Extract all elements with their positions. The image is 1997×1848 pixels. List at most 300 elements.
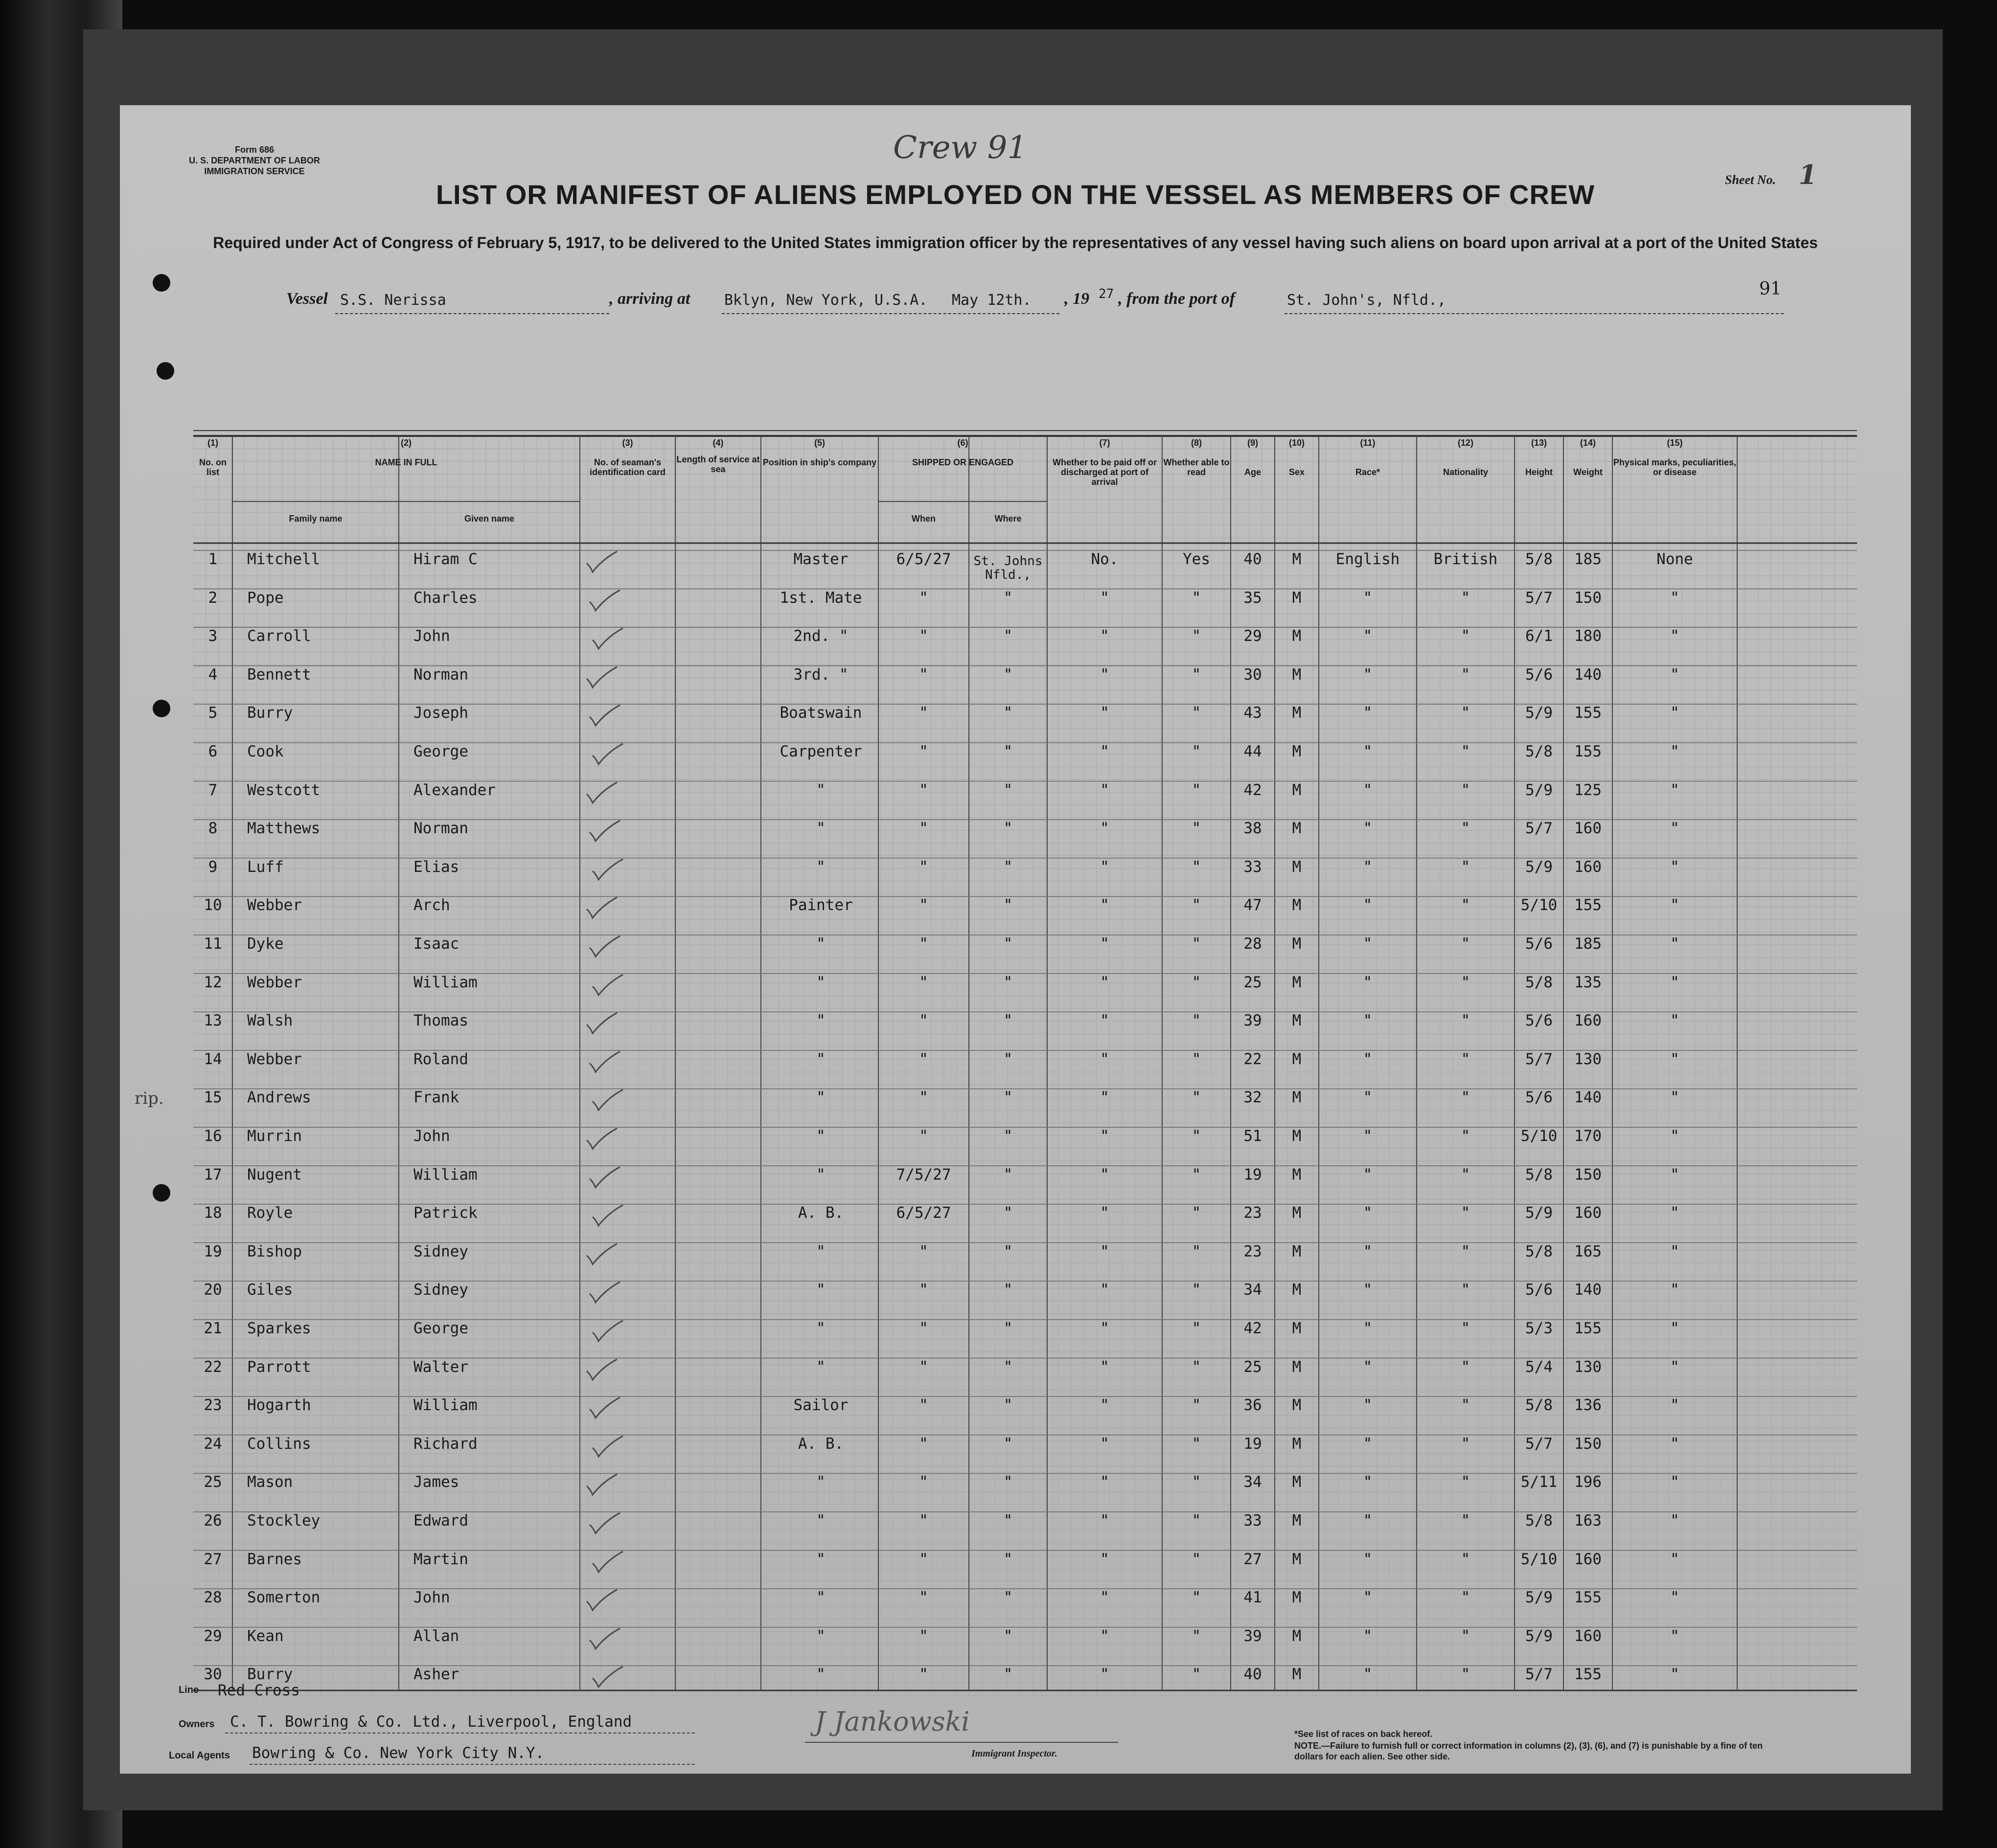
cell-read: " — [1192, 1589, 1201, 1607]
cell-paid: " — [1100, 896, 1109, 914]
table-row — [193, 1665, 1857, 1704]
cell-race: " — [1363, 1396, 1373, 1415]
cell-when: " — [919, 935, 928, 953]
hdr-family: Family name — [289, 514, 343, 524]
cell-no: 3 — [208, 627, 218, 645]
handwritten-crew-note: Crew 91 — [893, 130, 1027, 166]
cell-read: " — [1192, 743, 1201, 760]
checkmark-icon — [585, 1473, 619, 1497]
table-row — [193, 1435, 1857, 1473]
cell-where: " — [1003, 781, 1013, 799]
cell-nationality: " — [1461, 820, 1470, 838]
cell-no: 29 — [204, 1627, 222, 1645]
cell-paid: " — [1100, 820, 1109, 838]
cell-given: Norman — [413, 665, 468, 684]
cell-when: " — [919, 1512, 928, 1529]
checkmark-icon — [588, 1050, 622, 1074]
page-title: LIST OR MANIFEST OF ALIENS EMPLOYED ON THE VESSEL AS MEMBERS OF CREW — [436, 179, 1595, 210]
cell-position: " — [816, 858, 826, 876]
cell-position: " — [816, 1358, 826, 1376]
cell-position: " — [816, 1050, 826, 1068]
cell-where: " — [1003, 1512, 1013, 1529]
checkmark-icon — [585, 1243, 619, 1266]
checkmark-icon — [591, 858, 625, 882]
table-row — [193, 858, 1857, 896]
cell-nationality: " — [1461, 1589, 1470, 1607]
cell-height: 5/9 — [1525, 781, 1553, 799]
cell-read: " — [1192, 1396, 1201, 1415]
cell-paid: " — [1100, 1165, 1109, 1184]
cell-given: Sidney — [413, 1242, 468, 1260]
cell-when: 7/5/27 — [896, 1165, 951, 1184]
cell-when: " — [919, 896, 928, 914]
cell-given: John — [413, 1589, 450, 1607]
table-row — [193, 666, 1857, 704]
cell-family: Cook — [247, 743, 284, 760]
cell-where: " — [1003, 1204, 1013, 1222]
cell-read: " — [1192, 1281, 1201, 1299]
cell-height: 5/6 — [1525, 1012, 1553, 1030]
agents-value: Bowring & Co. New York City N.Y. — [252, 1744, 545, 1762]
cell-read: " — [1192, 1204, 1201, 1222]
cell-sex: M — [1292, 1550, 1302, 1568]
cell-no: 22 — [204, 1358, 222, 1376]
cell-paid: " — [1100, 858, 1109, 876]
cell-where: " — [1003, 627, 1013, 645]
checkmark-icon — [585, 1358, 619, 1382]
cell-marks: " — [1670, 1435, 1679, 1453]
cell-height: 5/8 — [1525, 1512, 1553, 1529]
cell-paid: " — [1100, 1627, 1109, 1645]
cell-where: " — [1003, 1320, 1013, 1337]
cell-height: 5/4 — [1525, 1358, 1553, 1376]
cell-where: " — [1003, 1281, 1013, 1299]
cell-sex: M — [1292, 1050, 1302, 1068]
cell-when: " — [919, 1127, 928, 1145]
cell-paid: " — [1100, 935, 1109, 953]
inspector-signature: J Jankowski — [815, 1706, 970, 1737]
cell-age: 22 — [1243, 1050, 1262, 1068]
cell-read: " — [1192, 1665, 1201, 1684]
cell-no: 5 — [208, 704, 218, 722]
table-row — [193, 1473, 1857, 1511]
cell-race: " — [1363, 1627, 1373, 1645]
cell-position: Carpenter — [780, 743, 862, 760]
cell-sex: M — [1292, 781, 1302, 799]
cell-when: " — [919, 1281, 928, 1299]
cell-read: " — [1192, 1050, 1201, 1068]
table-row — [193, 1358, 1857, 1396]
cell-family: Webber — [247, 896, 302, 914]
cell-sex: M — [1292, 1589, 1302, 1607]
arriving-label: , arriving at — [609, 290, 690, 308]
cell-race: " — [1363, 781, 1373, 799]
cell-family: Bishop — [247, 1242, 302, 1260]
cell-nationality: " — [1461, 935, 1470, 953]
cell-height: 6/1 — [1525, 627, 1553, 645]
cell-race: " — [1363, 858, 1373, 876]
form-number: Form 686 — [234, 145, 275, 155]
cell-when: " — [919, 820, 928, 838]
cell-race: " — [1363, 1320, 1373, 1337]
cell-where: " — [1003, 1589, 1013, 1607]
cell-nationality: " — [1461, 1050, 1470, 1068]
agents-label: Local Agents — [169, 1750, 230, 1761]
cell-weight: 135 — [1574, 973, 1602, 991]
table-row — [193, 1512, 1857, 1550]
hdr-no: (1) No. on list — [199, 438, 227, 477]
cell-given: John — [413, 627, 450, 645]
cell-height: 5/7 — [1525, 820, 1553, 838]
cell-marks: " — [1670, 1281, 1679, 1299]
page-subtitle: Required under Act of Congress of February 5, 1917, to be delivered to the United States immigration officer by the representatives of any vessel having such aliens on board upon arrival at a port of the United States — [213, 234, 1818, 251]
cell-paid: " — [1100, 1050, 1109, 1068]
cell-sex: M — [1292, 935, 1302, 953]
cell-paid: " — [1100, 1204, 1109, 1222]
cell-nationality: " — [1461, 858, 1470, 876]
cell-age: 38 — [1243, 820, 1262, 838]
cell-no: 15 — [204, 1089, 222, 1107]
cell-marks: " — [1670, 1320, 1679, 1337]
cell-paid: " — [1100, 1320, 1109, 1337]
cell-marks: " — [1670, 589, 1679, 607]
cell-no: 16 — [204, 1127, 222, 1145]
sheet-label: Sheet No. — [1725, 173, 1776, 187]
cell-race: " — [1363, 627, 1373, 645]
cell-weight: 150 — [1574, 589, 1602, 607]
cell-family: Somerton — [247, 1589, 321, 1607]
cell-sex: M — [1292, 1512, 1302, 1529]
cell-age: 40 — [1243, 550, 1262, 568]
table-row — [193, 1012, 1857, 1050]
cell-age: 43 — [1243, 704, 1262, 722]
cell-no: 9 — [208, 858, 218, 876]
cell-marks: " — [1670, 858, 1679, 876]
cell-race: " — [1363, 1665, 1373, 1684]
cell-age: 39 — [1243, 1627, 1262, 1645]
checkmark-icon — [585, 1589, 619, 1612]
cell-where: " — [1003, 1473, 1013, 1491]
table-row — [193, 550, 1857, 589]
table-row — [193, 935, 1857, 973]
cell-weight: 125 — [1574, 781, 1602, 799]
cell-read: " — [1192, 704, 1201, 722]
cell-weight: 160 — [1574, 1550, 1602, 1568]
table-row — [193, 1243, 1857, 1281]
cell-paid: " — [1100, 1089, 1109, 1107]
punch-hole — [157, 362, 174, 380]
cell-given: Elias — [413, 858, 459, 876]
cell-given: Frank — [413, 1089, 459, 1107]
cell-family: Murrin — [247, 1127, 302, 1145]
cell-nationality: " — [1461, 1089, 1470, 1107]
hdr-sex: (10) Sex — [1288, 438, 1305, 477]
cell-when: " — [919, 858, 928, 876]
form-heading — [179, 144, 330, 177]
cell-family: Giles — [247, 1281, 293, 1299]
cell-no: 11 — [204, 935, 222, 953]
cell-age: 34 — [1243, 1281, 1262, 1299]
cell-weight: 185 — [1574, 550, 1602, 568]
cell-family: Barnes — [247, 1550, 302, 1568]
checkmark-icon — [591, 1551, 625, 1574]
cell-read: " — [1192, 1473, 1201, 1491]
cell-sex: M — [1292, 1089, 1302, 1107]
cell-when: " — [919, 973, 928, 991]
checkmark-icon — [591, 1435, 625, 1459]
cell-height: 5/9 — [1525, 1589, 1553, 1607]
hdr-height: (13) Height — [1525, 438, 1553, 477]
cell-family: Walsh — [247, 1012, 293, 1030]
cell-given: Hiram C — [413, 550, 478, 568]
hdr-weight: (14) Weight — [1573, 438, 1603, 477]
cell-sex: M — [1292, 1127, 1302, 1145]
cell-weight: 170 — [1574, 1127, 1602, 1145]
cell-age: 36 — [1243, 1396, 1262, 1415]
cell-read: " — [1192, 1127, 1201, 1145]
cell-given: Charles — [413, 589, 478, 607]
cell-position: " — [816, 973, 826, 991]
cell-read: " — [1192, 935, 1201, 953]
cell-position: " — [816, 1627, 826, 1645]
cell-read: " — [1192, 781, 1201, 799]
table-row — [193, 1204, 1857, 1242]
cell-paid: " — [1100, 704, 1109, 722]
cell-family: Webber — [247, 1050, 302, 1068]
cell-paid: " — [1100, 1012, 1109, 1030]
table-row — [193, 1551, 1857, 1589]
cell-race: " — [1363, 665, 1373, 684]
checkmark-icon — [585, 781, 619, 805]
checkmark-icon — [591, 1204, 625, 1228]
cell-weight: 140 — [1574, 665, 1602, 684]
cell-marks: " — [1670, 1550, 1679, 1568]
cell-when: " — [919, 1242, 928, 1260]
cell-weight: 180 — [1574, 627, 1602, 645]
cell-position: " — [816, 820, 826, 838]
cell-race: " — [1363, 1050, 1373, 1068]
cell-weight: 155 — [1574, 743, 1602, 760]
cell-marks: " — [1670, 1127, 1679, 1145]
cell-no: 1 — [208, 550, 218, 568]
cell-position: " — [816, 1127, 826, 1145]
cell-read: " — [1192, 1435, 1201, 1453]
cell-race: " — [1363, 820, 1373, 838]
cell-family: Sparkes — [247, 1320, 311, 1337]
cell-race: " — [1363, 589, 1373, 607]
cell-sex: M — [1292, 665, 1302, 684]
cell-age: 19 — [1243, 1165, 1262, 1184]
cell-race: " — [1363, 1242, 1373, 1260]
cell-marks: " — [1670, 1358, 1679, 1376]
cell-where: " — [1003, 1050, 1013, 1068]
cell-paid: " — [1100, 1242, 1109, 1260]
checkmark-icon — [588, 704, 622, 728]
cell-family: Pope — [247, 589, 284, 607]
cell-family: Carroll — [247, 627, 311, 645]
cell-family: Collins — [247, 1435, 311, 1453]
cell-family: Burry — [247, 704, 293, 722]
cell-read: " — [1192, 627, 1201, 645]
checkmark-icon — [591, 1320, 625, 1343]
hdr-race: (11) Race* — [1355, 438, 1380, 477]
cell-nationality: " — [1461, 1550, 1470, 1568]
cell-marks: " — [1670, 1012, 1679, 1030]
cell-family: Hogarth — [247, 1396, 311, 1415]
cell-position: " — [816, 1665, 826, 1684]
year-prefix: , 19 — [1064, 290, 1089, 308]
cell-position: A. B. — [798, 1204, 844, 1222]
table-row — [193, 1166, 1857, 1204]
checkmark-icon — [591, 1089, 625, 1112]
cell-where: " — [1003, 858, 1013, 876]
cell-read: " — [1192, 1242, 1201, 1260]
cell-where: St. Johns Nfld., — [973, 554, 1043, 582]
cell-nationality: " — [1461, 1204, 1470, 1222]
cell-given: Allan — [413, 1627, 459, 1645]
cell-nationality: " — [1461, 1396, 1470, 1415]
cell-read: " — [1192, 1358, 1201, 1376]
cell-read: " — [1192, 1012, 1201, 1030]
cell-height: 5/8 — [1525, 1165, 1553, 1184]
cell-nationality: " — [1461, 1512, 1470, 1529]
cell-marks: " — [1670, 935, 1679, 953]
cell-sex: M — [1292, 1281, 1302, 1299]
cell-marks: " — [1670, 781, 1679, 799]
cell-nationality: " — [1461, 781, 1470, 799]
cell-position: " — [816, 1473, 826, 1491]
cell-no: 26 — [204, 1512, 222, 1529]
arrival-date: May 12th. — [952, 292, 1032, 309]
cell-age: 51 — [1243, 1127, 1262, 1145]
cell-age: 25 — [1243, 973, 1262, 991]
cell-race: " — [1363, 1165, 1373, 1184]
cell-sex: M — [1292, 858, 1302, 876]
cell-paid: " — [1100, 1127, 1109, 1145]
cell-nationality: British — [1433, 550, 1498, 568]
cell-height: 5/8 — [1525, 743, 1553, 760]
cell-paid: " — [1100, 743, 1109, 760]
punch-hole — [153, 700, 170, 717]
cell-read: " — [1192, 1512, 1201, 1529]
cell-family: Westcott — [247, 781, 321, 799]
cell-position: " — [816, 1165, 826, 1184]
cell-sex: M — [1292, 627, 1302, 645]
table-row — [193, 589, 1857, 627]
cell-nationality: " — [1461, 896, 1470, 914]
cell-marks: " — [1670, 1165, 1679, 1184]
punch-hole — [153, 274, 170, 292]
cell-weight: 130 — [1574, 1358, 1602, 1376]
cell-given: Patrick — [413, 1204, 478, 1222]
cell-no: 18 — [204, 1204, 222, 1222]
cell-marks: " — [1670, 1089, 1679, 1107]
table-row — [193, 1281, 1857, 1319]
cell-height: 5/10 — [1520, 1127, 1558, 1145]
cell-height: 5/7 — [1525, 1665, 1553, 1684]
cell-marks: " — [1670, 1204, 1679, 1222]
cell-paid: No. — [1091, 550, 1119, 568]
cell-where: " — [1003, 589, 1013, 607]
cell-no: 28 — [204, 1589, 222, 1607]
cell-nationality: " — [1461, 589, 1470, 607]
cell-position: " — [816, 1242, 826, 1260]
cell-marks: " — [1670, 627, 1679, 645]
cell-given: Thomas — [413, 1012, 468, 1030]
cell-height: 5/8 — [1525, 1242, 1553, 1260]
cell-weight: 185 — [1574, 935, 1602, 953]
table-row — [193, 704, 1857, 742]
cell-read: " — [1192, 896, 1201, 914]
cell-weight: 140 — [1574, 1089, 1602, 1107]
cell-when: " — [919, 589, 928, 607]
cell-no: 17 — [204, 1165, 222, 1184]
cell-no: 2 — [208, 589, 218, 607]
cell-paid: " — [1100, 1396, 1109, 1415]
cell-sex: M — [1292, 1242, 1302, 1260]
cell-sex: M — [1292, 550, 1302, 568]
cell-family: Mason — [247, 1473, 293, 1491]
cell-when: 6/5/27 — [896, 550, 951, 568]
cell-read: " — [1192, 1165, 1201, 1184]
year-suffix: 27 — [1099, 287, 1114, 301]
cell-position: " — [816, 1589, 826, 1607]
cell-no: 30 — [204, 1665, 222, 1684]
cell-position: 3rd. " — [793, 665, 849, 684]
cell-where: " — [1003, 1358, 1013, 1376]
cell-weight: 155 — [1574, 704, 1602, 722]
cell-where: " — [1003, 1127, 1013, 1145]
cell-height: 5/6 — [1525, 935, 1553, 953]
cell-marks: " — [1670, 820, 1679, 838]
cell-when: " — [919, 743, 928, 760]
cell-no: 8 — [208, 820, 218, 838]
cell-when: " — [919, 1665, 928, 1684]
cell-when: " — [919, 1550, 928, 1568]
cell-read: " — [1192, 1550, 1201, 1568]
cell-where: " — [1003, 820, 1013, 838]
checkmark-icon — [591, 1665, 625, 1689]
table-row — [193, 1627, 1857, 1665]
cell-paid: " — [1100, 1358, 1109, 1376]
cell-age: 32 — [1243, 1089, 1262, 1107]
checkmark-icon — [585, 666, 619, 689]
cell-family: Andrews — [247, 1089, 311, 1107]
cell-position: Master — [793, 550, 849, 568]
cell-marks: None — [1656, 550, 1693, 568]
hdr-name: (2) NAME IN FULL — [375, 438, 437, 467]
cell-where: " — [1003, 1089, 1013, 1107]
cell-position: A. B. — [798, 1435, 844, 1453]
hdr-id-card: (3) No. of seaman's identification card — [589, 438, 666, 477]
cell-race: " — [1363, 1089, 1373, 1107]
hdr-paid: (7) Whether to be paid off or discharged at port of arrival — [1053, 438, 1157, 487]
cell-family: Luff — [247, 858, 284, 876]
cell-position: " — [816, 1550, 826, 1568]
cell-when: " — [919, 665, 928, 684]
cell-marks: " — [1670, 896, 1679, 914]
cell-read: " — [1192, 1320, 1201, 1337]
cell-height: 5/10 — [1520, 1550, 1558, 1568]
cell-when: " — [919, 1050, 928, 1068]
cell-family: Nugent — [247, 1165, 302, 1184]
cell-paid: " — [1100, 665, 1109, 684]
cell-sex: M — [1292, 589, 1302, 607]
cell-no: 10 — [204, 896, 222, 914]
cell-paid: " — [1100, 973, 1109, 991]
cell-position: Boatswain — [780, 704, 862, 722]
hdr-read: (8) Whether able to read — [1163, 438, 1230, 477]
